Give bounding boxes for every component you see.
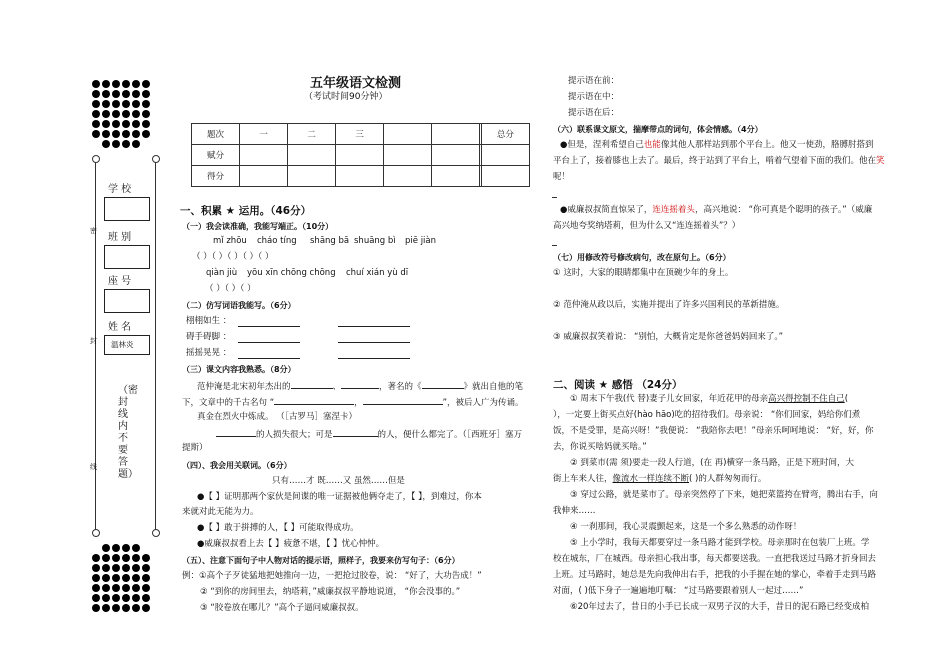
decorative-dot [112,564,120,572]
score-head-cell: 二 [288,124,336,145]
q7-sentence-3: ③ 威廉叔叔笑着说： “别怕，大概肯定是你爸爸妈妈回来了。” [553,332,784,342]
reading-p2-line-1: ② 到菜市(需 须)要走一段人行道，(在 再)横穿一条马路，正是下班时间，大 [570,458,854,468]
decorative-dot [122,100,130,108]
q4-sentence-3: ●威廉叔叔看上去【 】疲惫不堪，【 】忧心忡忡。 [197,539,385,549]
decorative-dot [142,604,150,612]
decorative-dot [142,594,150,602]
score-cell[interactable] [432,145,480,166]
binding-rule-inner [155,160,156,532]
q3-text: 》就出自他的笔 [463,382,524,392]
reading-p4: ④ 一刹那间，我心灵震颤起来，这是一个多么熟悉的动作呀！ [570,522,802,532]
q7-title: （七）用修改符号修改病句，改在原句上。（6分） [553,253,731,262]
score-cell[interactable] [240,145,288,166]
class-field[interactable] [104,245,150,269]
q3-line-2 [182,396,524,409]
answer-line-marker [552,197,557,198]
reading-p1-line-4: 去，你说买啥妈就买啥。” [553,442,647,452]
decorative-dot [112,594,120,602]
q6-dotted-word: 也能 [643,140,661,150]
decorative-dot [92,120,100,128]
decorative-dot [132,594,140,602]
decorative-dot [102,584,110,592]
q2-blank-2b[interactable] [338,334,410,343]
decorative-dot [142,110,150,118]
answer-parens-row2[interactable]: （ ）（ ）（ ） [205,284,256,294]
q6-text: ●威廉叔叔简直惊呆了， [560,205,653,215]
q4-sentence-1a: ●【 】证明那两个家伙是间谍的唯一证据被他俩夺走了，【 】，到难过，你本 [197,492,482,502]
decorative-dot [142,130,150,138]
decorative-dot [102,120,110,128]
decorative-dot [142,120,150,128]
q7-sentence-1: ① 这时，大家的眼睛都集中在顶碗少年的身上。 [553,268,734,278]
q4-word-bank: 只有……才 既……又 虽然……但是 [272,476,405,486]
school-label: 学 校 [108,184,132,195]
score-cell[interactable] [481,166,529,187]
pinyin-7: yōu xīn chōng chōng [247,268,336,278]
decorative-dot [132,130,140,138]
q2-blank-3b[interactable] [338,350,410,359]
decorative-dots-top [92,80,152,150]
binding-circle-tr [152,155,160,163]
decorative-dot [112,130,120,138]
decorative-dot [122,544,130,552]
score-cell[interactable] [481,145,529,166]
score-row-label: 得分 [192,166,240,187]
decorative-dot [102,80,110,88]
q3-blank[interactable] [291,380,333,389]
decorative-dot [92,594,100,602]
score-table-row [192,166,530,187]
name-value: 温林炎 [111,340,134,349]
q2-item-2: 碍手碍脚 ： [186,332,232,342]
decorative-dot [132,100,140,108]
decorative-dot [132,80,140,88]
decorative-dot [112,574,120,582]
decorative-dot [122,80,130,88]
q6-text: ●但是，涅利希望自己 [560,140,644,150]
decorative-dot [142,584,150,592]
q6-text: ，高兴地说： “你可真是个聪明的孩子。”（威廉 [694,205,873,215]
score-cell[interactable] [384,166,432,187]
q3-line-4 [216,428,522,441]
decorative-dot [122,140,130,148]
decorative-dot [122,574,130,582]
decorative-dot [142,90,150,98]
decorative-dot [112,554,120,562]
q1-title: （一）我会读准确，我能写端正。（10分） [182,222,334,231]
score-cell[interactable] [288,145,336,166]
decorative-dot [132,90,140,98]
seat-field[interactable] [104,289,150,313]
score-head-cell [384,124,432,145]
reading-p1-line-2: ），一定要上街买点好(hào hāo)吃的招待我们。母亲说： “你们回家，妈给你们煮 [553,410,861,420]
decorative-dot [92,604,100,612]
q3-blank[interactable] [363,396,443,405]
reading-p3-line-2: 我伸来…… [553,506,596,516]
q3-blank[interactable] [274,396,354,405]
decorative-dot [132,574,140,582]
name-label: 姓 名 [108,322,132,333]
decorative-dot [102,100,110,108]
binding-circle-bl [92,529,100,537]
binding-circle-tl [92,155,100,163]
q5-sentence-2: ② “到你的房间里去，纳塔莉，”威廉叔叔平静地说道， “你会没事的。” [200,587,461,597]
q2-item-3: 摇摇晃晃 ： [186,348,232,358]
class-label: 班 别 [108,232,132,243]
reading-text: ( [844,394,849,404]
decorative-dot [132,140,140,148]
reading-p5-line-4: 对面，( )低下身子一遍遍地叮嘱： “过马路要跟着别人一起过……” [553,586,804,596]
decorative-dot [92,90,100,98]
decorative-dot [132,120,140,128]
reading-underlined: 像流水一样连续不断 [612,474,690,484]
q3-title: （三）课文内容我熟悉。（8分） [182,365,296,374]
reading-p5-line-3: 上班。过马路时，她总是先向我伸出右手，把我的小手握在她的掌心，牵着手走到马路 [553,570,877,580]
pinyin-8: chuí xián yù dī [346,268,409,278]
decorative-dot [122,564,130,572]
q7-sentence-2: ② 范仲淹从政以后，实施并提出了许多兴国利民的革新措施。 [553,300,785,310]
decorative-dot [122,90,130,98]
score-cell[interactable] [336,145,384,166]
binding-feng-char: 封 [90,337,97,345]
decorative-dot [92,110,100,118]
q6-text: 像其他人那样站到那个平台上。他又一使劲，胳膊肘搭到 [660,140,874,150]
q6-text: 平台上了，接着膝也上去了。最后，终于站到了平台上，啃着气望着下面的我们。他在 [553,156,877,166]
decorative-dot [132,110,140,118]
decorative-dot [92,130,100,138]
decorative-dot [132,564,140,572]
q3-text: 、 [332,382,342,392]
decorative-dot [132,544,140,552]
decorative-dot [122,604,130,612]
page-subtitle: （考试时间90分钟） [304,92,388,102]
decorative-dot [102,90,110,98]
decorative-dot [102,564,110,572]
pinyin-6: qiàn jiù [206,268,238,278]
name-field[interactable] [104,335,150,355]
q5-example: 例：①高个子歹徒猛地把她推向一边，一把抢过胶卷，说： “好了，大功告成！” [182,571,482,581]
decorative-dot [112,100,120,108]
reading-text: ① 周末下午我(代 替)妻子儿女回家，年近花甲的母亲 [570,394,769,404]
score-head-cell: 题次 [192,124,240,145]
reading-p6-line-1: ⑥20年过去了，昔日的小手已长成一双男子汉的大手，昔日的泥石路已经变成柏 [570,602,869,612]
score-table [191,123,530,187]
decorative-dot [92,574,100,582]
decorative-dot [122,130,130,138]
q4-title: （四）、我会用关联词。（6分） [182,461,292,470]
q6-title: （六）联系课文原文，揣摩带点的词句，体会情感。（4分） [553,125,763,134]
part2-title: 二、阅读 ★ 感悟 （24分） [553,379,683,391]
score-row-label: 赋分 [192,145,240,166]
decorative-dot [142,100,150,108]
q5-sentence-3: ③ “胶卷放在哪儿？”高个子逼问威廉叔叔。 [200,603,364,613]
decorative-dot [122,110,130,118]
decorative-dot [112,584,120,592]
decorative-dot [102,544,110,552]
score-cell[interactable] [336,166,384,187]
decorative-dot [92,554,100,562]
score-cell[interactable] [432,166,480,187]
q6-dotted-phrase: 连连摇着头 [652,205,695,215]
score-head-cell: 一 [240,124,288,145]
page-title: 五年级语文检测 [310,76,402,91]
q2-item-1: 栩栩如生 ： [186,316,232,326]
score-cell[interactable] [240,166,288,187]
tip-after: 提示语在后： [568,108,620,118]
q3-text: 的人损失很大；可是 [256,430,333,440]
decorative-dot [132,604,140,612]
decorative-dot [102,594,110,602]
q3-line-1 [197,380,523,393]
reading-text: ( )的人群匆匆而行。 [689,474,767,484]
score-table-row [192,145,530,166]
q5-title: （五）、注意下面句子中人物对话的提示语，照样子，我要来仿写句子：（6分） [182,556,460,565]
q6-dotted-word: 笑 [876,156,885,166]
binding-circle-br [152,529,160,537]
decorative-dot [112,110,120,118]
decorative-dot [142,80,150,88]
reading-underlined: 高兴得控制不住自己 [768,394,845,404]
q3-blank[interactable] [216,428,256,437]
tip-before: 提示语在前： [568,76,620,86]
q3-blank[interactable] [422,380,464,389]
decorative-dot [102,574,110,582]
decorative-dot [92,80,100,88]
decorative-dot [122,120,130,128]
q3-text: 范仲淹是北宋初年杰出的 [197,382,291,392]
decorative-dot [102,554,110,562]
q3-text: ”，被后人广为传诵。 [442,398,524,408]
decorative-dot [112,90,120,98]
binding-xian-char: 线 [90,463,97,471]
decorative-dot [102,604,110,612]
reading-p5-line-2: 校在城东，厂在城西。母亲担心我出事，每天都要送我。一直把我送过马路才折身回去 [553,554,877,564]
seat-label: 座 号 [108,276,132,287]
q3-text: ， [354,398,363,408]
score-head-cell: 总分 [481,124,529,145]
reading-p1-line-3: 饭，不是受罪，是高兴呀！”我便说： “我陪你去吧！”母亲乐呵呵地说： “好，好，你 [553,426,874,436]
score-table-header-row [192,124,530,145]
q3-text: ，著名的《 [379,382,422,392]
school-field[interactable] [104,197,150,221]
decorative-dot [102,140,110,148]
q2-blank-3a[interactable] [238,350,300,359]
q4-sentence-1b: 来就对此无能为力。 [182,507,259,517]
decorative-dot [102,130,110,138]
q2-blank-2a[interactable] [238,334,300,343]
decorative-dot [142,564,150,572]
q2-blank-1a[interactable] [238,318,300,327]
q6-para-2-line-2: 高兴地夸奖纳塔莉，但为什么又“连连摇着头”？） [553,221,741,231]
reading-p2-line-2 [553,474,766,485]
decorative-dot [92,584,100,592]
decorative-dot [122,594,130,602]
q6-para-1-line-3: 呢！ [553,172,571,182]
decorative-dot [92,564,100,572]
binding-mi-char: 密 [90,227,97,235]
q3-line-3: 真金在烈火中炼成。 （［古罗马］塞涅卡） [197,412,357,422]
q6-para-1-line-2 [553,156,885,167]
reading-p3-line-1: ③ 穿过公路，就是菜市了。母亲突然停了下来，她把菜篮挎在臂弯，腾出右手，向 [570,490,878,500]
decorative-dot [112,80,120,88]
pinyin-1: mǐ zhōu [213,236,247,246]
part1-title: 一、积累 ★ 运用。（46分） [180,205,312,217]
reading-text: 街上车来人往， [553,474,613,484]
tip-middle: 提示语在中： [568,92,620,102]
q3-blank[interactable] [333,428,378,437]
pinyin-4: shuāng bì [354,236,396,246]
binding-notice: （密封线内不要答题） [118,385,138,480]
answer-parens-row1[interactable]: （ ）（ ）（ ）（ ）（ ） [192,252,274,262]
answer-line-marker [552,245,557,246]
decorative-dot [112,140,120,148]
decorative-dot [122,584,130,592]
decorative-dot [112,544,120,552]
q3-line-5: 提斯） [182,443,208,453]
pinyin-3: shāng bā [310,236,350,246]
q3-text: 的人，便什么都完了。（［西班牙］塞万 [377,430,523,440]
decorative-dot [112,604,120,612]
decorative-dot [142,554,150,562]
decorative-dot [122,554,130,562]
decorative-dot [92,100,100,108]
decorative-dot [142,574,150,582]
q4-sentence-2: ●【 】敢于拼搏的人，【 】可能取得成功。 [197,523,359,533]
score-cell[interactable] [288,166,336,187]
q6-para-2-line-1 [560,205,872,216]
decorative-dot [132,584,140,592]
decorative-dot [112,120,120,128]
score-head-cell [432,124,480,145]
q2-title: （二）仿写词语我能写。（6分） [182,301,296,310]
q3-blank[interactable] [341,380,379,389]
decorative-dot [102,110,110,118]
pinyin-5: piē jiàn [405,236,437,246]
score-head-cell: 三 [336,124,384,145]
q6-para-1-line-1 [560,140,873,151]
q3-text: 下，文章中的千古名句 “ [182,398,275,408]
decorative-dots-bottom [92,544,152,614]
score-cell[interactable] [384,145,432,166]
reading-p1-line-1 [570,394,848,405]
pinyin-2: cháo tíng [257,236,297,246]
q2-blank-1b[interactable] [338,318,410,327]
decorative-dot [132,554,140,562]
reading-p5-line-1: ⑤ 上小学时，我每天都要穿过一条马路才能到学校。母亲那时在包装厂上班。学 [570,538,870,548]
